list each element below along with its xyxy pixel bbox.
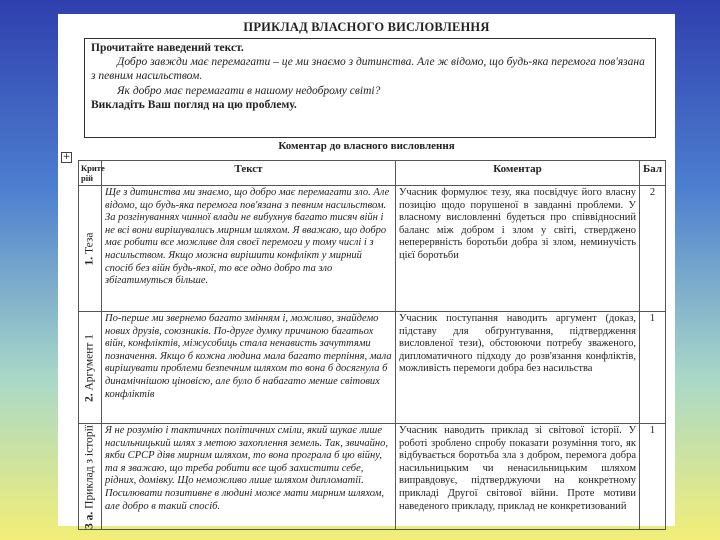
task-line-1: Добро завжди має перемагати – це ми знаємо з дитинства. Але ж відомо, що будь-яка перемога пов'язана з певним насильством. [91,56,645,83]
criterion-number: 3 а. [83,511,96,529]
score-cell: 2 [640,186,666,312]
comment-cell: Учасник поступання наводить аргумент (доказ, підставу для обґрунтування, підтвердження висловленої тези), обстоюючи потребу зваженого, дипломатичного підходу до розв'язання конфліктів, можливість перемоги добра без насильства [396,312,640,424]
text-cell: Ще з дитинства ми знаємо, що добро має перемагати зло. Але відомо, що будь-яка перемога пов'язана з певним насильством. За розгінуваннях чинної влади не вибухнув багато тисяч війн і не всі вони вирішувались мирним шляхом. Я вважаю, що добро має робити все можливе для своєї перемоги у тому числі і з насильством. Якщо можна вирішити конфлікт у мирний спосіб без війн будь-якої, то все одно добро та зло збігатимуться більше. [102,186,396,312]
criterion-label: Теза [83,232,96,254]
comment-title: Коментар до власного висловлення [278,140,455,152]
table-move-handle-icon[interactable]: + [62,152,71,162]
score-cell: 1 [640,312,666,424]
text-cell: По-перше ми звернемо багато змінням і, можливо, знайдемо нових друзів, союзників. По-друге думку причиною багатьох війн, конфліктів, міжусобиць стала ненависть зачуттями позначення. Якщо б кожна людина мала багато терпіння, мала вирішувати проблеми безпечним шляхом то вона б досягнула б динамічнішою ціновісю, але було б набагато менше світових конфліктів [102,312,396,424]
table-header-row [79,161,666,186]
comment-cell: Учасник наводить приклад зі світової історії. У роботі зроблено спробу показати розуміння того, як відбувається боротьба зла з добром, перемога добра насильницьким чи ненасильницьким шляхом виправдовує, підтверджуючи на конкретному прикладі Другої світової війни. Проте мотиви наведеного прикладу, приклад не конкретизований [396,424,640,530]
criterion-cell [79,424,102,530]
header-comment: Коментар [396,161,640,186]
table-row [79,312,666,424]
task-lead: Прочитайте наведений текст. [91,42,244,54]
table-row [79,424,666,530]
header-criterion: Крите рій [79,161,102,186]
table-row [79,186,666,312]
criterion-cell [79,312,102,424]
score-cell: 1 [640,424,666,530]
task-box [84,38,656,138]
task-line-2: Як добро має перемагати в нашому недоброму світі? [117,84,381,97]
document-title: ПРИКЛАД ВЛАСНОГО ВИСЛОВЛЕННЯ [243,20,490,34]
criterion-cell [79,186,102,312]
text-cell: Я не розумію і тактичних політичних сміли, який шукає лише насильницький шлях з метою захоплення земель. Так, звичайно, якби СРСР діяв мирним шляхом, то вона програла б цю війну, та я зважаю, що треба робити все щоб захистити себе, рідних, домівку. Що неможливо лише шляхом дипломатії. Посилювати позитивне в людині може мати мирним шляхом, але добро в такий спосіб. [102,424,396,530]
header-score: Бал [640,161,666,186]
criterion-label: Аргумент 1 [83,333,96,391]
criterion-number: 1. [83,256,96,265]
task-prompt: Викладіть Ваш погляд на цю проблему. [91,98,297,111]
header-text: Текст [102,161,396,186]
comment-table [78,160,666,530]
document-page [58,14,675,529]
criterion-number: 2. [83,392,96,402]
comment-cell: Учасник формулює тезу, яка посвідчує його власну позицію щодо порушеної в завданні проблеми. У власному висловленні будеться про співвідносний баланс між добром і злом у світі, стверджено неперервність боротьби добра зі злом, неминучість цієї боротьби [396,186,640,312]
criterion-label: Приклад з історії [83,424,96,509]
